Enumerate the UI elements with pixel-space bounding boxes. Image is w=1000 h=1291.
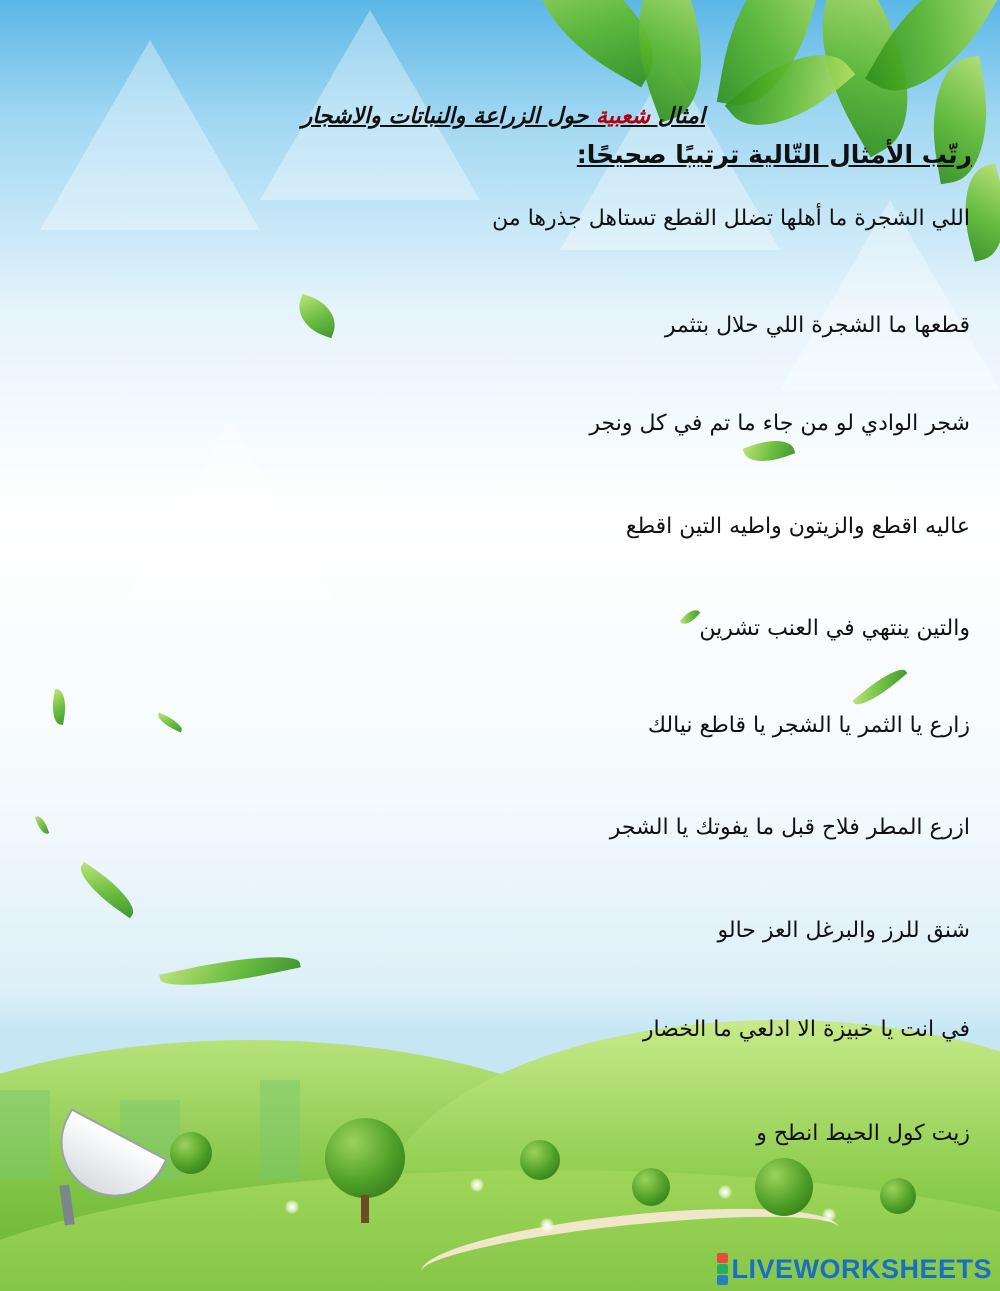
proverb-item[interactable]: قطعها ما الشجرة اللي حلال بتثمر: [664, 313, 970, 338]
proverb-item[interactable]: شجر الوادي لو من جاء ما تم في كل ونجر: [589, 411, 970, 436]
title-part-1: امثال: [650, 103, 705, 129]
liveworksheets-watermark: [717, 1253, 992, 1285]
logo-block: [717, 1275, 728, 1285]
proverb-item[interactable]: زيت كول الحيط انطح و: [756, 1121, 970, 1146]
logo-block: [717, 1253, 728, 1263]
proverb-item[interactable]: ازرع المطر فلاح قبل ما يفوتك يا الشجر: [609, 815, 970, 840]
proverb-item[interactable]: شنق للرز والبرغل العز حالو: [717, 918, 970, 943]
proverb-item[interactable]: عاليه اقطع والزيتون واطيه التين اقطع: [625, 514, 970, 539]
title-part-2: حول الزراعة والنباتات والاشجار: [301, 103, 596, 129]
proverb-item[interactable]: والتين ينتهي في العنب تشرين: [699, 616, 970, 641]
logo-block: [717, 1264, 728, 1274]
proverb-item[interactable]: زارع يا الثمر يا الشجر يا قاطع نيالك: [647, 713, 970, 738]
proverb-item[interactable]: في انت يا خبيزة الا ادلعي ما الخضار: [642, 1017, 970, 1042]
worksheet-title: [302, 103, 705, 129]
title-highlight: شعبية: [595, 103, 651, 129]
instruction-text: رتّب الأمثال التّالية ترتيبًا صحيحًا:: [576, 140, 972, 169]
liveworksheets-logo-icon: [717, 1253, 728, 1285]
proverb-item[interactable]: اللي الشجرة ما أهلها تضلل القطع تستاهل جذرها من: [492, 206, 970, 231]
watermark-text: LIVEWORKSHEETS: [731, 1253, 992, 1284]
